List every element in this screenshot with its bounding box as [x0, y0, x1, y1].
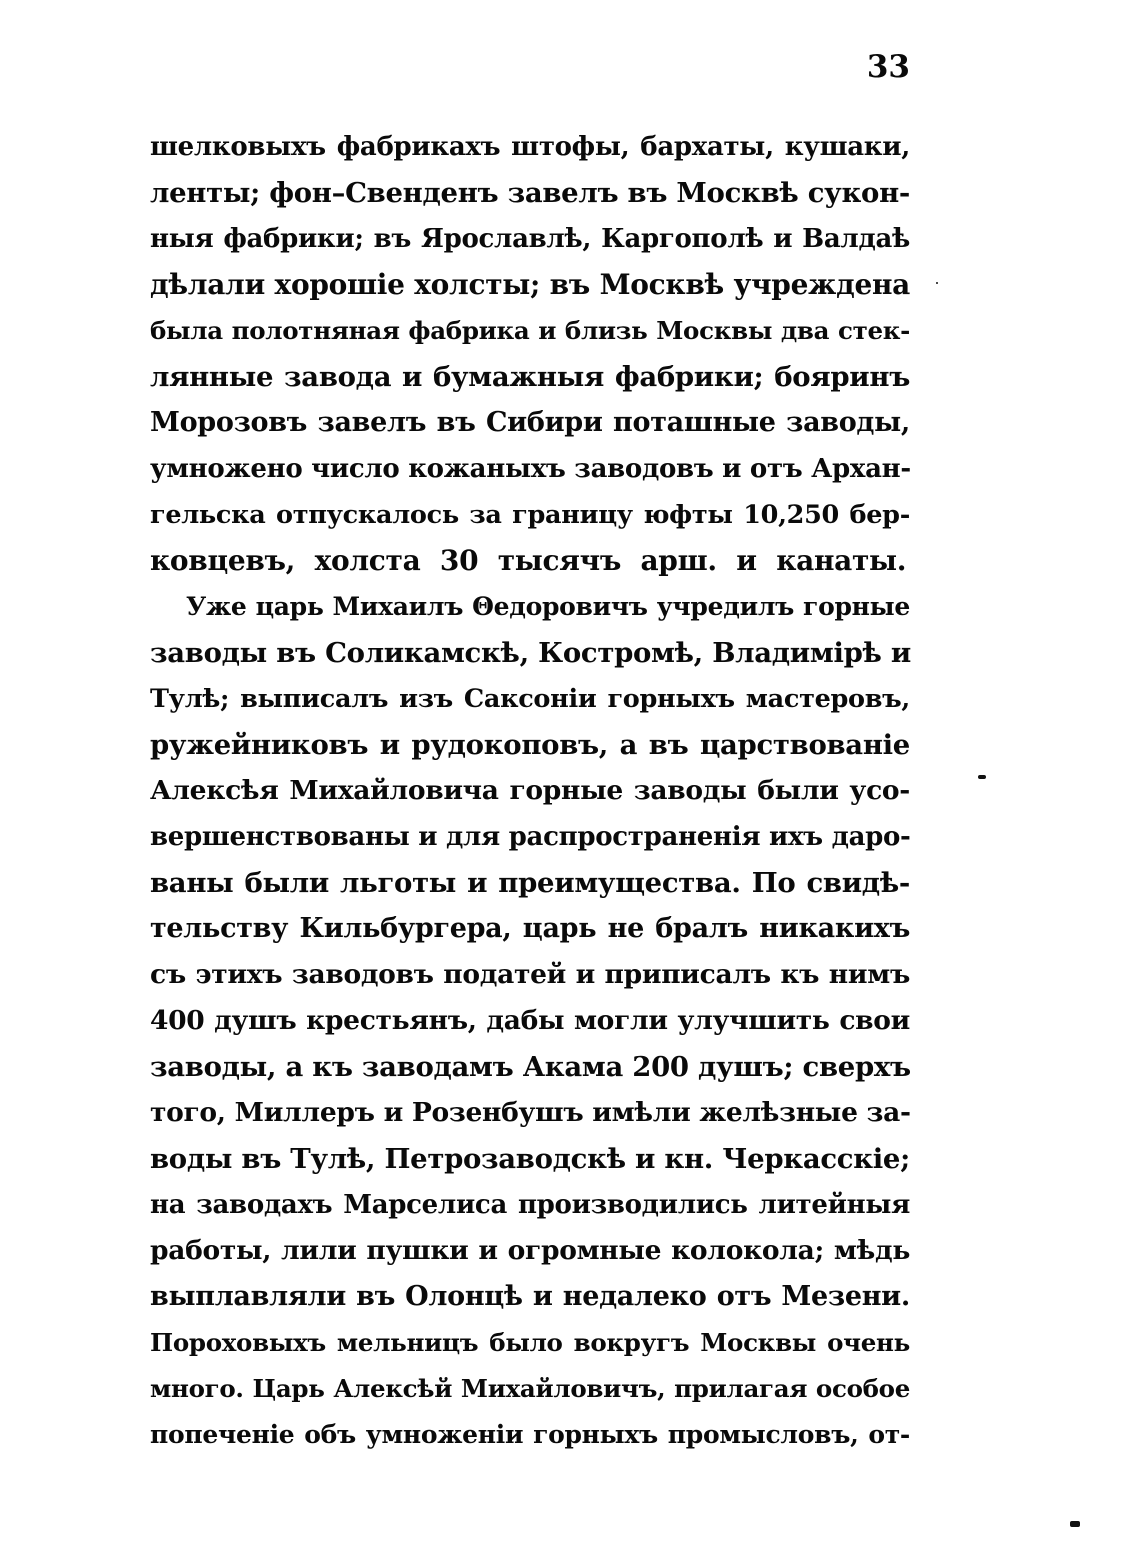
text-line: Алексѣя Михайловича горные заводы были усо-: [150, 775, 910, 806]
text-line: ленты; фон–Свенденъ завелъ въ Москвѣ сукон-: [150, 177, 911, 209]
text-line: гельска отпускалось за границу юфты 10,250 бер-: [150, 500, 910, 530]
text-line: вершенствованы и для распространенія ихъ даро-: [150, 822, 911, 852]
text-line: того, Миллеръ и Розенбушъ имѣли желѣзные за-: [150, 1097, 911, 1128]
scan-speck: [1070, 1521, 1080, 1527]
text-line: Уже царь Михаилъ Θедоровичъ учредилъ горные: [186, 592, 910, 621]
text-line: дѣлали хорошіе холсты; въ Москвѣ учреждена: [150, 268, 910, 301]
text-line: ружейниковъ и рудокоповъ, а въ царствованіе: [150, 729, 910, 761]
text-line: 400 душъ крестьянъ, дабы могли улучшить свои: [150, 1005, 910, 1036]
text-line: много. Царь Алексѣй Михайловичъ, прилагая особое: [150, 1374, 910, 1403]
text-line: Пороховыхъ мельницъ было вокругъ Москвы очень: [150, 1328, 910, 1357]
text-line: тельству Кильбургера, царь не бралъ никакихъ: [150, 913, 910, 944]
text-line: умножено число кожаныхъ заводовъ и отъ Архан-: [150, 454, 911, 484]
text-line: ковцевъ, холста 30 тысячъ арш. и канаты.: [150, 544, 907, 577]
text-line: выплавляли въ Олонцѣ и недалеко отъ Мезени.: [150, 1281, 910, 1312]
text-line: заводы въ Соликамскѣ, Костромѣ, Владимірѣ и: [150, 637, 911, 669]
text-line: попеченіе объ умноженіи горныхъ промысловъ, от-: [150, 1420, 910, 1449]
text-line: Морозовъ завелъ въ Сибири поташные заводы,: [150, 407, 910, 438]
text-line: на заводахъ Марселиса производились литейныя: [150, 1190, 910, 1220]
text-line: лянные завода и бумажныя фабрики; бояринъ: [150, 361, 910, 393]
scan-speck: [936, 282, 938, 284]
text-line: Тулѣ; выписалъ изъ Саксоніи горныхъ мастеровъ,: [150, 684, 910, 714]
text-line: съ этихъ заводовъ податей и приписалъ къ нимъ: [150, 959, 910, 990]
text-line: заводы, а къ заводамъ Акама 200 душъ; сверхъ: [150, 1051, 911, 1083]
text-line: шелковыхъ фабрикахъ штофы, бархаты, кушаки,: [150, 132, 910, 162]
text-line: воды въ Тулѣ, Петрозаводскѣ и кн. Черкасскіе;: [150, 1143, 910, 1175]
text-line: работы, лили пушки и огромные колокола; мѣдь: [150, 1235, 910, 1266]
text-line: ныя фабрики; въ Ярославлѣ, Каргополѣ и Валдаѣ: [150, 224, 910, 254]
page-number: 33: [866, 49, 910, 85]
text-line: ваны были льготы и преимущества. По свидѣ-: [150, 867, 910, 899]
scan-speck: [978, 775, 986, 779]
text-line: была полотняная фабрика и близь Москвы два стек-: [150, 316, 910, 345]
